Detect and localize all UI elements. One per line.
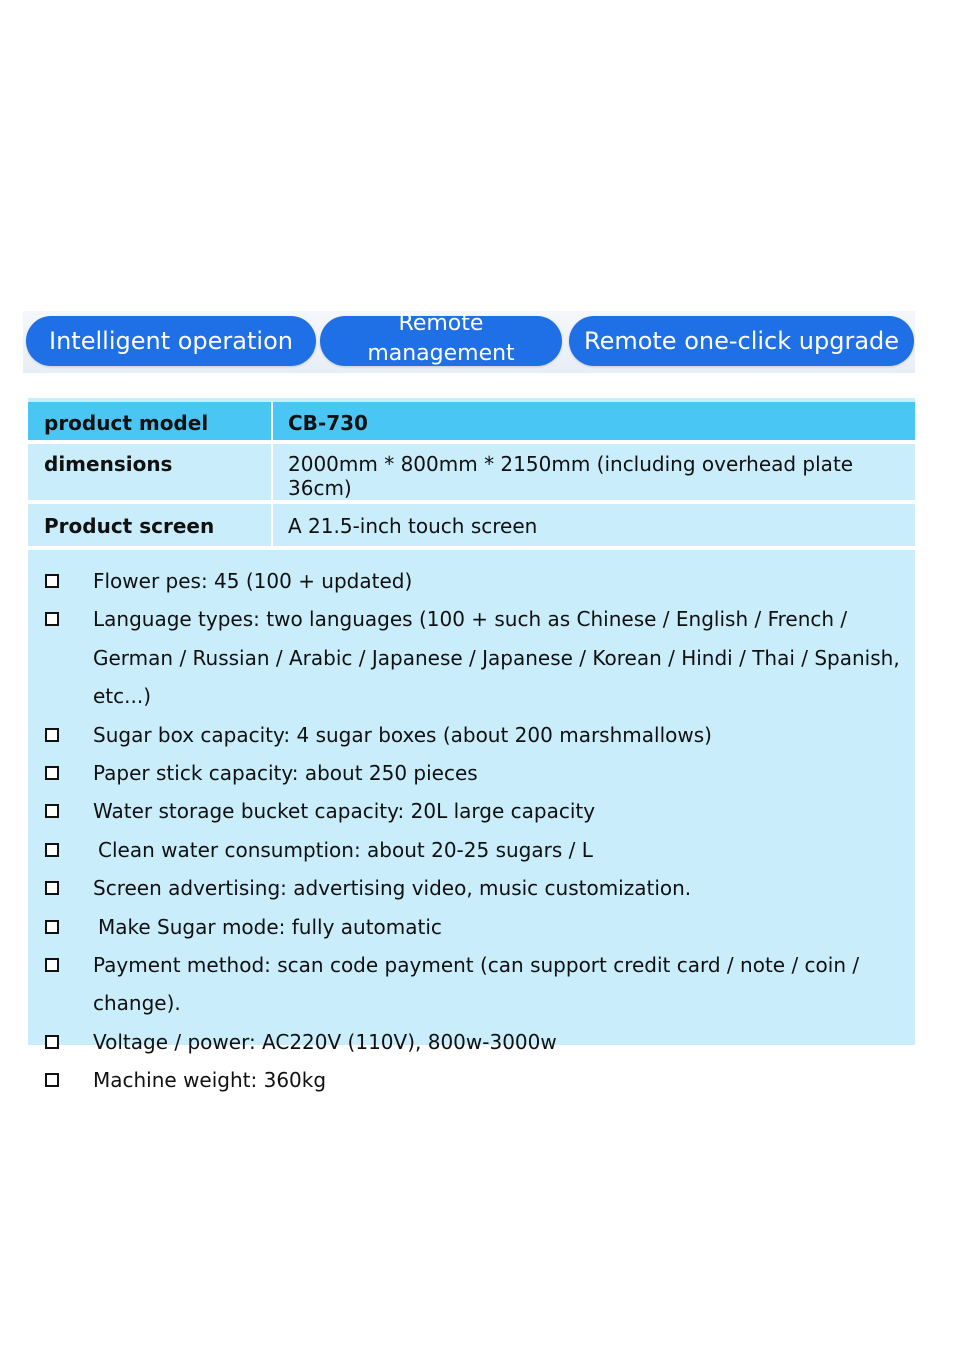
pill-intelligent-operation xyxy=(26,316,316,366)
spec-value: CB-730 xyxy=(288,411,368,435)
list-item-text: Paper stick capacity: about 250 pieces xyxy=(93,761,478,786)
list-item xyxy=(44,792,904,830)
checkbox-bullet-icon xyxy=(45,1073,59,1087)
list-item xyxy=(44,1061,904,1099)
column-divider xyxy=(271,402,273,546)
list-item-text: Make Sugar mode: fully automatic xyxy=(98,914,442,939)
checkbox-bullet-icon xyxy=(45,843,59,857)
list-item xyxy=(44,600,904,715)
list-item-text: Payment method: scan code payment (can support credit card / note / coin / change). xyxy=(93,953,860,1016)
list-item xyxy=(44,831,904,869)
checkbox-bullet-icon xyxy=(45,881,59,895)
list-item xyxy=(44,869,904,907)
pill-remote-upgrade xyxy=(569,316,914,366)
spec-row-product-model xyxy=(28,402,915,440)
spec-row-dimensions xyxy=(28,444,915,500)
list-item-text: Flower pes: 45 (100 + updated) xyxy=(93,569,413,593)
pill-label: Remote one-click upgrade xyxy=(583,327,900,355)
list-item xyxy=(44,908,904,946)
list-item-text: Voltage / power: AC220V (110V), 800w-3000w xyxy=(93,1029,557,1054)
checkbox-bullet-icon xyxy=(45,766,59,780)
checkbox-bullet-icon xyxy=(45,728,59,742)
checkbox-bullet-icon xyxy=(45,1035,59,1049)
spec-row-product-screen xyxy=(28,504,915,546)
list-item-text: Clean water consumption: about 20-25 sugars / L xyxy=(98,837,593,862)
spec-label: dimensions xyxy=(44,452,173,476)
list-item-text: Screen advertising: advertising video, music customization. xyxy=(93,876,692,901)
feature-list xyxy=(44,562,904,1100)
list-item-text: Sugar box capacity: 4 sugar boxes (about 200 marshmallows) xyxy=(93,722,712,747)
checkbox-bullet-icon xyxy=(45,958,59,972)
spec-label: Product screen xyxy=(44,514,215,538)
list-item xyxy=(44,1023,904,1061)
list-item xyxy=(44,946,904,1023)
list-item xyxy=(44,716,904,754)
checkbox-bullet-icon xyxy=(45,612,59,626)
spec-panel xyxy=(28,398,915,1093)
list-item-text: Water storage bucket capacity: 20L large capacity xyxy=(93,799,596,824)
checkbox-bullet-icon xyxy=(45,574,59,588)
pill-label-line2: management xyxy=(367,341,515,366)
list-item-text: Language types: two languages (100 + such as Chinese / English / French / German / Russian / Arabic / Japanese / Japanese / Korean / Hindi / Thai / Spanish, etc...) xyxy=(93,607,900,709)
pill-label: Intelligent operation xyxy=(49,327,293,355)
spec-label: product model xyxy=(44,411,209,435)
checkbox-bullet-icon xyxy=(45,804,59,818)
list-item-text: Machine weight: 360kg xyxy=(93,1068,327,1093)
checkbox-bullet-icon xyxy=(45,920,59,934)
spec-value: A 21.5-inch touch screen xyxy=(288,514,538,538)
pill-label-line1: Remote xyxy=(398,311,484,336)
pill-remote-management xyxy=(320,311,562,366)
list-item xyxy=(44,754,904,792)
row-divider xyxy=(28,546,915,550)
spec-value: 2000mm * 800mm * 2150mm (including overhead plate 36cm) xyxy=(288,452,854,500)
list-item xyxy=(44,562,904,600)
